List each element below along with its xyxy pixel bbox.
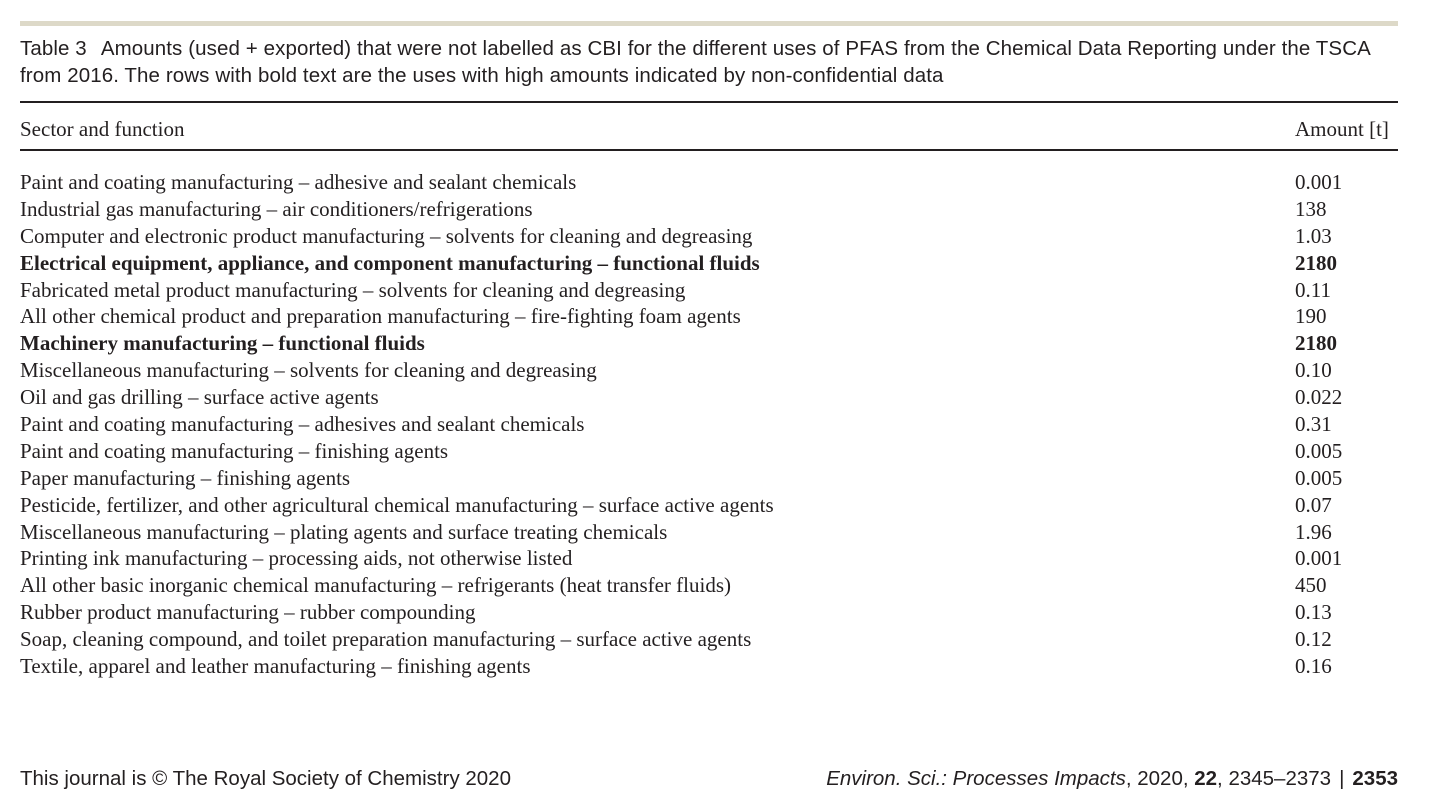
table-row (20, 492, 1398, 519)
header-sector-and-function: Sector and function (20, 117, 185, 141)
cell-amount: 0.001 (1295, 546, 1343, 571)
table-row (20, 599, 1398, 626)
footer-volume: 22 (1194, 767, 1218, 790)
caption-text: Amounts (used + exported) that were not labelled as CBI for the different uses of PFAS from the Chemical Data Reporting under the TSCA from 2016. The rows with bold text are the uses with high amounts indicated by non-confidential data (20, 37, 1370, 87)
cell-amount: 0.001 (1295, 170, 1343, 194)
footer-citation (826, 765, 1398, 792)
cell-amount: 0.12 (1295, 627, 1332, 652)
table-row (20, 223, 1398, 250)
cell-sector-function: Soap, cleaning compound, and toilet preparation manufacturing – surface active agents (20, 627, 752, 652)
cell-sector-function: Electrical equipment, appliance, and component manufacturing – functional fluids (20, 250, 760, 275)
table-label: Table 3 (20, 37, 87, 60)
cell-sector-function: Paint and coating manufacturing – adhesive and sealant chemicals (20, 170, 577, 194)
table-row (20, 303, 1398, 330)
cell-amount: 0.31 (1295, 412, 1332, 437)
table-row (20, 653, 1398, 680)
header-amount: Amount [t] (1295, 117, 1389, 141)
table-row (20, 438, 1398, 465)
footer-pages: , 2345–2373 (1217, 767, 1332, 790)
table-row (20, 519, 1398, 546)
cell-sector-function: Rubber product manufacturing – rubber compounding (20, 600, 476, 625)
table-row (20, 545, 1398, 572)
table-row (20, 196, 1398, 223)
footer-separator: | (1339, 767, 1345, 790)
cell-sector-function: Industrial gas manufacturing – air conditioners/refrigerations (20, 196, 533, 221)
cell-amount: 0.07 (1295, 492, 1332, 517)
table-top-rule (20, 101, 1398, 103)
cell-sector-function: Pesticide, fertilizer, and other agricultural chemical manufacturing – surface active agents (20, 492, 774, 517)
table-body (20, 169, 1398, 680)
table-row (20, 411, 1398, 438)
top-decorative-rule (20, 21, 1398, 26)
cell-amount: 2180 (1295, 331, 1337, 356)
cell-sector-function: Miscellaneous manufacturing – plating agents and surface treating chemicals (20, 519, 668, 544)
cell-amount: 0.005 (1295, 465, 1343, 490)
table-row (20, 465, 1398, 492)
footer-journal-name: Environ. Sci.: Processes Impacts (826, 767, 1126, 790)
cell-sector-function: Oil and gas drilling – surface active agents (20, 385, 379, 410)
cell-amount: 138 (1295, 196, 1327, 221)
cell-sector-function: Textile, apparel and leather manufacturing – finishing agents (20, 654, 531, 679)
cell-amount: 1.03 (1295, 223, 1332, 248)
cell-amount: 190 (1295, 304, 1327, 329)
cell-sector-function: All other chemical product and preparation manufacturing – fire-fighting foam agents (20, 304, 741, 329)
cell-sector-function: Miscellaneous manufacturing – solvents for cleaning and degreasing (20, 358, 597, 383)
cell-sector-function: Paint and coating manufacturing – finishing agents (20, 438, 449, 463)
cell-sector-function: Computer and electronic product manufacturing – solvents for cleaning and degreasing (20, 223, 753, 248)
table-row (20, 277, 1398, 304)
footer-page-number: 2353 (1352, 767, 1398, 790)
cell-amount: 450 (1295, 573, 1327, 598)
cell-sector-function: Paper manufacturing – finishing agents (20, 465, 351, 490)
cell-sector-function: Paint and coating manufacturing – adhesives and sealant chemicals (20, 412, 585, 437)
footer-copyright: This journal is © The Royal Society of Chemistry 2020 (20, 767, 511, 790)
table-row (20, 357, 1398, 384)
cell-amount: 0.005 (1295, 438, 1343, 463)
cell-amount: 0.022 (1295, 385, 1343, 410)
table-caption (20, 35, 1404, 89)
cell-sector-function: Machinery manufacturing – functional fluids (20, 331, 425, 356)
table-row (20, 250, 1398, 277)
cell-amount: 2180 (1295, 250, 1337, 275)
table-row (20, 626, 1398, 653)
cell-amount: 0.16 (1295, 654, 1332, 679)
cell-amount: 0.11 (1295, 277, 1331, 302)
header-bottom-rule (20, 149, 1398, 151)
footer-year: , 2020, (1125, 767, 1195, 790)
table-row (20, 330, 1398, 357)
table-row (20, 572, 1398, 599)
cell-amount: 0.10 (1295, 358, 1332, 383)
cell-amount: 0.13 (1295, 600, 1332, 625)
cell-sector-function: Printing ink manufacturing – processing aids, not otherwise listed (20, 546, 573, 571)
cell-sector-function: Fabricated metal product manufacturing – solvents for cleaning and degreasing (20, 277, 686, 302)
table-row (20, 169, 1398, 196)
cell-sector-function: All other basic inorganic chemical manufacturing – refrigerants (heat transfer fluids) (20, 573, 731, 598)
cell-amount: 1.96 (1295, 519, 1332, 544)
table-row (20, 384, 1398, 411)
